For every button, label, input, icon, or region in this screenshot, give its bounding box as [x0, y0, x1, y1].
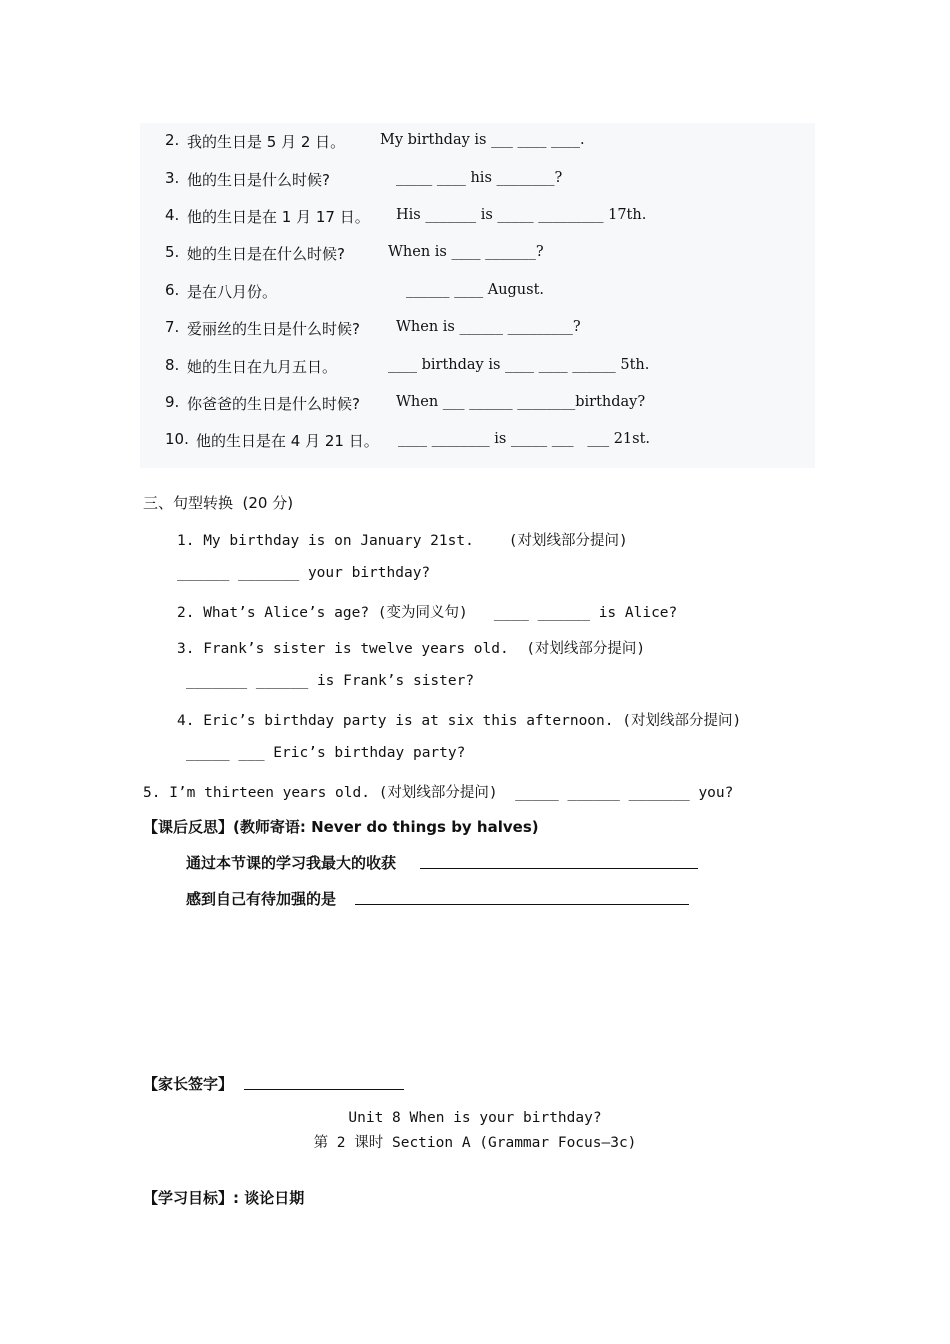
item-7-english: When is ______ _________? — [396, 319, 581, 335]
section3-line-7: _____ ___ Eric’s birthday party? — [186, 745, 466, 761]
item-9-chinese: 你爸爸的生日是什么时候? — [187, 395, 360, 413]
reflection-gain-label: 通过本节课的学习我最大的收获 — [186, 854, 397, 872]
item-4-chinese: 他的生日是在 1 月 17 日。 — [187, 208, 370, 226]
item-5-chinese: 她的生日是在什么时候? — [187, 245, 345, 263]
item-2-chinese: 我的生日是 5 月 2 日。 — [187, 133, 346, 151]
item-5-number: 5. — [165, 243, 180, 261]
item-9-english: When ___ ______ ________birthday? — [396, 394, 646, 410]
unit-title: Unit 8 When is your birthday? — [348, 1110, 602, 1126]
item-9-number: 9. — [165, 393, 180, 411]
item-3-english: _____ ____ his ________? — [396, 170, 563, 186]
section3-line-3: 2. What’s Alice’s age? (变为同义句) ____ ______ is Alice? — [177, 605, 678, 621]
item-6-english: ______ ____ August. — [406, 282, 545, 298]
lesson-title: 第 2 课时 Section A (Grammar Focus—3c) — [313, 1135, 637, 1151]
item-4-english: His _______ is _____ _________ 17th. — [396, 207, 647, 223]
section3-line-5: _______ ______ is Frank’s sister? — [186, 673, 475, 689]
learning-objective: 【学习目标】: 谈论日期 — [143, 1189, 305, 1207]
item-10-chinese: 他的生日是在 4 月 21 日。 — [196, 432, 379, 450]
section3-line-8: 5. I’m thirteen years old. (对划线部分提问) _____ ______ _______ you? — [143, 785, 734, 801]
item-6-chinese: 是在八月份。 — [187, 283, 278, 301]
item-5-english: When is ____ _______? — [388, 244, 544, 260]
item-3-chinese: 他的生日是什么时候? — [187, 171, 330, 189]
item-10-english: ____ ________ is _____ ___ ___ 21st. — [398, 431, 651, 447]
section3-line-4: 3. Frank’s sister is twelve years old. (对划线部分提问) — [177, 641, 646, 657]
item-6-number: 6. — [165, 281, 180, 299]
reflection-gain-line — [420, 868, 698, 869]
parent-sign-label: 【家长签字】 — [143, 1075, 234, 1093]
reflection-heading: 【课后反思】(教师寄语: Never do things by halves) — [143, 818, 539, 836]
section3-heading: 三、句型转换 (20 分) — [143, 494, 294, 512]
item-7-number: 7. — [165, 318, 180, 336]
item-3-number: 3. — [165, 169, 180, 187]
item-10-number: 10. — [165, 430, 189, 448]
item-2-number: 2. — [165, 131, 180, 149]
section3-line-1: 1. My birthday is on January 21st. (对划线部分提问) — [177, 533, 628, 549]
item-7-chinese: 爱丽丝的生日是什么时候? — [187, 320, 360, 338]
reflection-improve-line — [355, 904, 689, 905]
section3-line-6: 4. Eric’s birthday party is at six this afternoon. (对划线部分提问) — [177, 713, 742, 729]
item-4-number: 4. — [165, 206, 180, 224]
item-8-number: 8. — [165, 356, 180, 374]
item-8-english: ____ birthday is ____ ____ ______ 5th. — [388, 357, 650, 373]
item-2-english: My birthday is ___ ____ ____. — [380, 132, 585, 148]
item-8-chinese: 她的生日在九月五日。 — [187, 358, 338, 376]
reflection-improve-label: 感到自己有待加强的是 — [186, 890, 337, 908]
parent-sign-line — [244, 1089, 404, 1090]
section3-line-2: ______ _______ your birthday? — [177, 565, 431, 581]
